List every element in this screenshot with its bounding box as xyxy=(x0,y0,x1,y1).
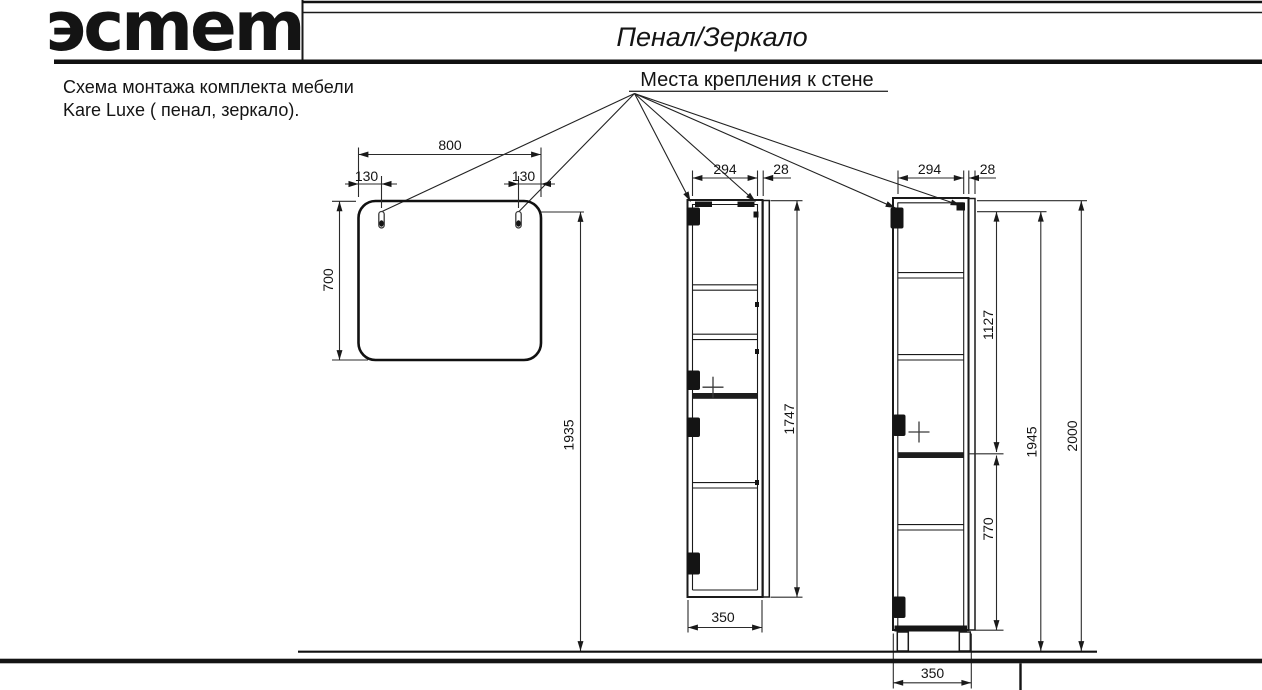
cabinet1-hinges xyxy=(687,208,760,575)
dim-label-mirror-width: 800 xyxy=(438,137,462,153)
dim-label-cabinet2-mount-height: 1945 xyxy=(1023,426,1040,458)
cabinet2-carcass xyxy=(893,198,969,630)
keyhole-mount-left-icon xyxy=(379,212,384,229)
leader-line-cabinet2-left xyxy=(635,94,896,209)
brand-logo: эcmem xyxy=(45,0,303,67)
cabinet2-fixed-divider xyxy=(898,452,964,458)
sheet-title: Пенал/Зеркало xyxy=(616,22,808,52)
dim-label-cabinet2-inner-width: 294 xyxy=(917,161,942,177)
hinge-icon xyxy=(687,371,701,391)
wall-mount-label: Места крепления к стене xyxy=(640,69,874,91)
hinge-icon xyxy=(893,415,906,437)
dim-label-cabinet2-total-height: 2000 xyxy=(1064,420,1080,452)
wall-bracket-icon xyxy=(891,208,904,229)
cabinet-view-1 xyxy=(687,161,803,633)
wall-bracket-icon xyxy=(695,202,712,208)
cabinet2-shelves xyxy=(898,273,964,530)
cabinet1-shelves xyxy=(693,285,758,488)
cabinet2-leg-left xyxy=(897,632,908,651)
dim-label-mirror-offset-left: 130 xyxy=(354,168,379,184)
dim-label-mirror-offset-right: 130 xyxy=(511,168,536,184)
dim-label-cabinet1-door: 28 xyxy=(773,161,789,177)
leader-line-mirror-right xyxy=(519,94,635,212)
dim-label-cabinet1-height: 1747 xyxy=(781,403,797,435)
dim-label-mirror-height: 700 xyxy=(320,268,336,292)
dim-label-cabinet2-upper: 1127 xyxy=(980,309,996,341)
leader-line-mirror-left xyxy=(382,94,635,212)
wall-bracket-icon xyxy=(957,203,966,211)
cabinet-view-2 xyxy=(891,161,1088,689)
keyhole-mount-right-icon xyxy=(516,212,521,229)
leader-line-cabinet1-right xyxy=(635,94,756,202)
hinge-icon xyxy=(893,597,906,619)
cabinet2-leg-right xyxy=(959,632,970,651)
description-line-1: Схема монтажа комплекта мебели xyxy=(63,77,354,97)
dim-label-cabinet1-inner-width: 294 xyxy=(713,161,737,177)
hinge-icon xyxy=(687,208,701,226)
hinge-icon xyxy=(687,418,701,438)
dim-label-cabinet2-lower: 770 xyxy=(980,517,996,541)
hinge-icon xyxy=(687,553,701,575)
dim-label-mirror-mount-height: 1935 xyxy=(560,419,577,451)
wall-mount-callout xyxy=(382,69,961,212)
cabinet1-fixed-divider xyxy=(693,393,758,399)
description-line-2: Kare Luxe ( пенал, зеркало). xyxy=(63,100,300,120)
wall-bracket-icon xyxy=(738,202,755,208)
cabinet2-door-edge xyxy=(969,199,975,631)
mirror-outline xyxy=(359,201,542,360)
dim-label-cabinet1-width: 350 xyxy=(711,609,735,625)
description xyxy=(63,77,354,120)
header xyxy=(45,0,1262,67)
cabinet1-door-edge xyxy=(763,201,769,598)
cabinet2-plinth xyxy=(895,626,968,632)
center-mark-icon xyxy=(909,422,930,443)
cabinet2-hardware xyxy=(891,203,966,619)
bottom-border xyxy=(0,659,1262,664)
dim-label-cabinet2-width: 350 xyxy=(920,665,945,681)
dim-label-cabinet2-door: 28 xyxy=(979,161,996,177)
mirror-drawing xyxy=(320,137,584,651)
